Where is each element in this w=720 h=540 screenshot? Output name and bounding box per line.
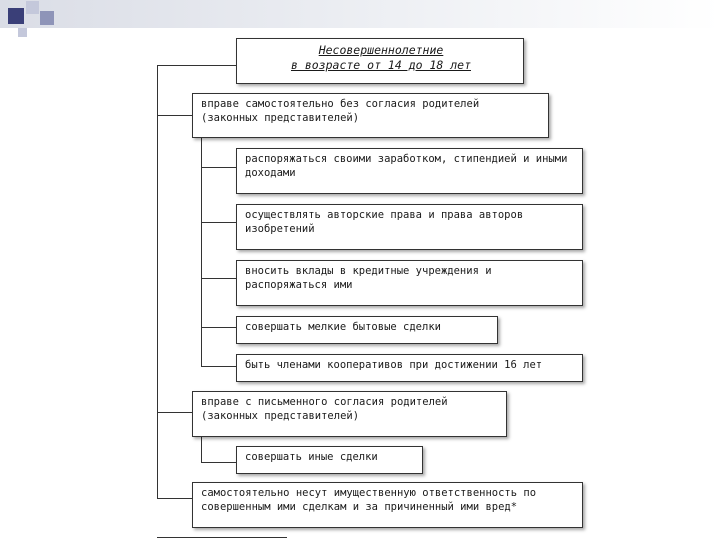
decor-square-dark xyxy=(8,8,24,24)
connector-group1 xyxy=(157,115,192,116)
main-connector-top xyxy=(157,65,236,66)
group1-box: вправе самостоятельно без согласия родителей (законных представителей) xyxy=(192,93,549,138)
item-box-1: распоряжаться своими заработком, стипендией и иными доходами xyxy=(236,148,583,194)
item-box-2: осуществлять авторские права и права авторов изобретений xyxy=(236,204,583,250)
branch-6 xyxy=(201,462,236,463)
header-band xyxy=(0,0,720,28)
title-line-2: в возрасте от 14 до 18 лет xyxy=(290,58,471,72)
branch-1 xyxy=(201,167,236,168)
group1-branch-vertical xyxy=(201,138,202,366)
footnote-rule xyxy=(157,537,287,538)
title-box xyxy=(236,38,524,84)
branch-4 xyxy=(201,327,236,328)
connector-group2 xyxy=(157,412,192,413)
connector-liability xyxy=(157,498,192,499)
title-line-1: Несовершеннолетние xyxy=(318,43,444,57)
decor-square-small xyxy=(18,28,27,37)
item-box-5: быть членами кооперативов при достижении 16 лет xyxy=(236,354,583,382)
branch-2 xyxy=(201,222,236,223)
item-box-4: совершать мелкие бытовые сделки xyxy=(236,316,498,344)
branch-3 xyxy=(201,278,236,279)
group2-box: вправе с письменного согласия родителей (законных представителей) xyxy=(192,391,507,437)
liability-box: самостоятельно несут имущественную ответственность по совершенным ими сделкам и за причиненный ими вред* xyxy=(192,482,583,528)
decor-square-mid xyxy=(40,11,54,25)
decor-square-light xyxy=(26,1,39,14)
item-box-3: вносить вклады в кредитные учреждения и распоряжаться ими xyxy=(236,260,583,306)
branch-5 xyxy=(201,366,236,367)
item-box-6: совершать иные сделки xyxy=(236,446,423,474)
group2-branch-vertical xyxy=(201,437,202,462)
main-connector-vertical xyxy=(157,65,158,499)
